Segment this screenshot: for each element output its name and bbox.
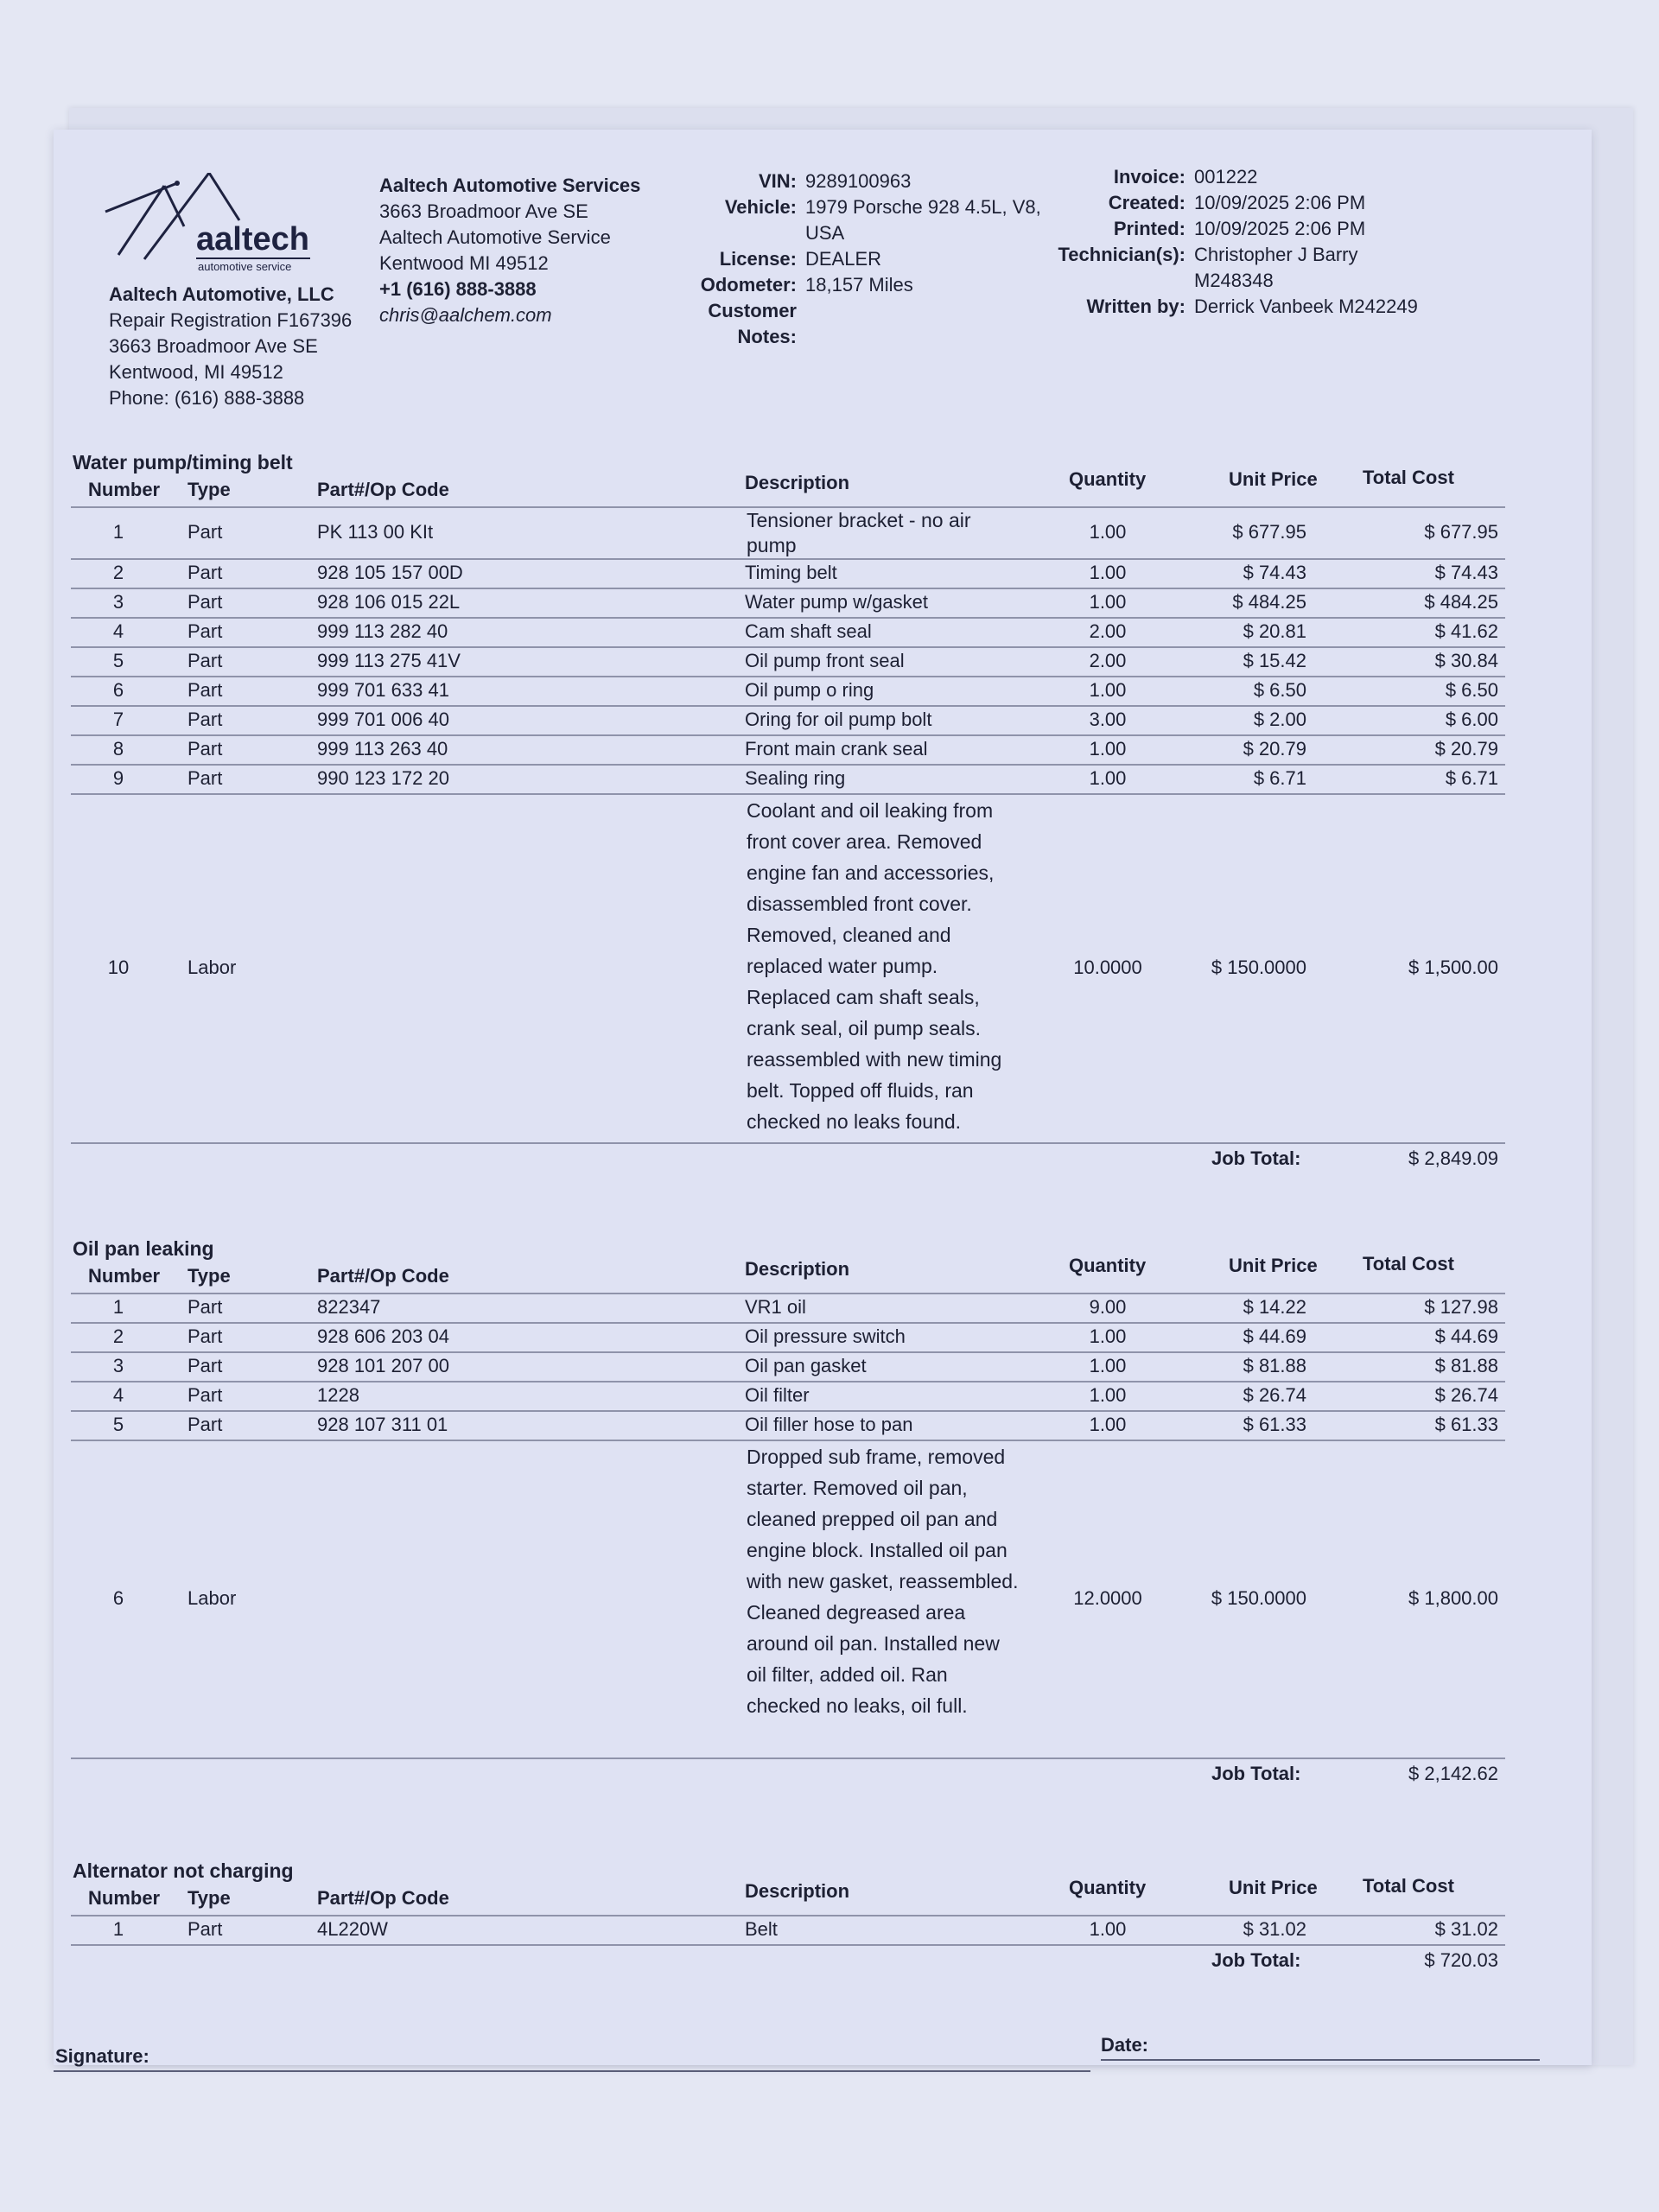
col-header-type: Type — [188, 479, 231, 500]
row-description: Oil pump front seal — [745, 650, 905, 671]
company-block — [109, 282, 352, 411]
row-type: Part — [188, 709, 223, 730]
row-total-cost: $ 484.25 — [1424, 591, 1498, 613]
row-description: Oil pressure switch — [745, 1325, 906, 1347]
row-quantity: 1.00 — [1089, 1355, 1127, 1376]
col-header-total-cost: Total Cost — [1363, 1875, 1454, 1897]
row-type: Part — [188, 620, 223, 642]
row-quantity: 1.00 — [1089, 1384, 1127, 1406]
row-description: Tensioner bracket - no air pump — [747, 509, 971, 556]
row-part-code: 990 123 172 20 — [317, 767, 449, 789]
row-type: Part — [188, 738, 223, 760]
row-type: Part — [188, 1325, 223, 1347]
row-part-code: PK 113 00 KIt — [317, 521, 434, 543]
col-header-description: Description — [745, 1258, 850, 1280]
col-header-part: Part#/Op Code — [317, 1887, 449, 1909]
job-total-label: Job Total: — [1211, 1147, 1301, 1169]
row-total-cost: $ 677.95 — [1424, 521, 1498, 543]
row-unit-price: $ 484.25 — [1232, 591, 1306, 613]
logo-rule — [196, 257, 310, 259]
vehicle-value-cont: USA — [805, 222, 845, 244]
row-part-code: 1228 — [317, 1384, 359, 1406]
row-description: Sealing ring — [745, 767, 846, 789]
row-total-cost: $ 6.50 — [1445, 679, 1498, 701]
col-header-description: Description — [745, 472, 850, 493]
row-description: Oring for oil pump bolt — [745, 709, 932, 730]
col-header-number: Number — [88, 1887, 161, 1909]
row-quantity: 1.00 — [1089, 1918, 1127, 1940]
row-type: Part — [188, 562, 223, 583]
row-unit-price: $ 6.50 — [1253, 679, 1306, 701]
vin-label: VIN: — [759, 170, 797, 192]
col-header-quantity: Quantity — [1069, 468, 1147, 490]
row-total-cost: $ 81.88 — [1434, 1355, 1498, 1376]
col-header-unit-price: Unit Price — [1229, 1877, 1318, 1898]
row-total-cost: $ 6.00 — [1445, 709, 1498, 730]
row-description: Water pump w/gasket — [745, 591, 928, 613]
row-number: 4 — [112, 620, 124, 642]
row-quantity: 3.00 — [1089, 709, 1127, 730]
row-part-code: 4L220W — [317, 1918, 388, 1940]
row-type: Part — [188, 1355, 223, 1376]
row-number: 5 — [112, 650, 124, 671]
row-type: Part — [188, 1384, 223, 1406]
col-header-total-cost: Total Cost — [1363, 1253, 1454, 1274]
col-header-number: Number — [88, 479, 161, 500]
technician-label: Technician(s): — [1058, 244, 1185, 265]
row-quantity: 10.0000 — [1073, 957, 1142, 978]
shop-phone: +1 (616) 888-3888 — [379, 278, 537, 300]
row-quantity: 1.00 — [1089, 767, 1127, 789]
row-total-cost: $ 41.62 — [1434, 620, 1498, 642]
row-description: Oil pan gasket — [745, 1355, 867, 1376]
row-type: Part — [188, 1296, 223, 1318]
col-header-description: Description — [745, 1880, 850, 1902]
company-city: Kentwood, MI 49512 — [109, 361, 283, 383]
company-phone: Phone: (616) 888-3888 — [109, 387, 305, 409]
job-title: Oil pan leaking — [73, 1237, 214, 1260]
row-quantity: 1.00 — [1089, 679, 1127, 701]
row-number: 3 — [112, 591, 124, 613]
row-total-cost: $ 1,800.00 — [1408, 1587, 1498, 1609]
row-quantity: 2.00 — [1089, 650, 1127, 671]
row-unit-price: $ 20.81 — [1243, 620, 1306, 642]
shop-name: Aaltech Automotive Services — [379, 175, 641, 196]
col-header-number: Number — [88, 1265, 161, 1287]
row-divider — [71, 1758, 1505, 1759]
col-header-quantity: Quantity — [1069, 1255, 1147, 1276]
col-header-unit-price: Unit Price — [1229, 468, 1318, 490]
row-part-code: 999 113 275 41V — [317, 650, 461, 671]
col-header-type: Type — [188, 1265, 231, 1287]
shop-street: 3663 Broadmoor Ave SE — [379, 200, 588, 222]
company-legal-name: Aaltech Automotive, LLC — [109, 283, 334, 305]
printed-label: Printed: — [1113, 218, 1185, 239]
created-value: 10/09/2025 2:06 PM — [1194, 192, 1366, 213]
row-number: 3 — [112, 1355, 124, 1376]
row-description: Oil filler hose to pan — [745, 1414, 913, 1435]
row-number: 4 — [112, 1384, 124, 1406]
vehicle-label: Vehicle: — [724, 196, 797, 218]
customer-notes-label: Customer — [708, 300, 797, 321]
row-divider — [71, 1142, 1505, 1144]
job-total-value: $ 2,142.62 — [1408, 1763, 1498, 1784]
col-header-quantity: Quantity — [1069, 1877, 1147, 1898]
invoice-number: 001222 — [1194, 166, 1258, 188]
row-total-cost: $ 30.84 — [1434, 650, 1498, 671]
row-number: 9 — [112, 767, 124, 789]
row-number: 6 — [112, 1587, 124, 1609]
row-total-cost: $ 44.69 — [1434, 1325, 1498, 1347]
row-quantity: 2.00 — [1089, 620, 1127, 642]
row-number: 10 — [107, 957, 130, 978]
row-part-code: 928 105 157 00D — [317, 562, 463, 583]
invoice-page — [54, 130, 1592, 2065]
row-total-cost: $ 127.98 — [1424, 1296, 1498, 1318]
company-registration: Repair Registration F167396 — [109, 309, 353, 331]
row-part-code: 999 113 263 40 — [317, 738, 448, 760]
row-number: 1 — [112, 1918, 124, 1940]
row-total-cost: $ 61.33 — [1434, 1414, 1498, 1435]
job-total-value: $ 2,849.09 — [1408, 1147, 1498, 1169]
date-line[interactable] — [1101, 2059, 1540, 2061]
invoice-info — [1013, 164, 1453, 320]
row-divider — [71, 1944, 1505, 1946]
col-header-unit-price: Unit Price — [1229, 1255, 1318, 1276]
license-value: DEALER — [805, 248, 882, 270]
row-unit-price: $ 677.95 — [1232, 521, 1306, 543]
row-part-code: 928 101 207 00 — [317, 1355, 449, 1376]
job-total-label: Job Total: — [1211, 1949, 1301, 1971]
row-description: Cam shaft seal — [745, 620, 872, 642]
row-type: Part — [188, 1414, 223, 1435]
technician-value: Christopher J Barry — [1194, 244, 1358, 265]
row-total-cost: $ 1,500.00 — [1408, 957, 1498, 978]
odometer-label: Odometer: — [700, 274, 797, 296]
row-description: Oil filter — [745, 1384, 810, 1406]
row-description: Front main crank seal — [745, 738, 928, 760]
row-type: Part — [188, 1918, 223, 1940]
company-street: 3663 Broadmoor Ave SE — [109, 335, 318, 357]
row-unit-price: $ 150.0000 — [1211, 1587, 1306, 1609]
shop-block — [379, 173, 640, 328]
col-header-type: Type — [188, 1887, 231, 1909]
row-unit-price: $ 31.02 — [1243, 1918, 1306, 1940]
written-by-value: Derrick Vanbeek M242249 — [1194, 296, 1418, 317]
row-number: 1 — [112, 1296, 124, 1318]
license-label: License: — [719, 248, 797, 270]
shop-email[interactable]: chris@aalchem.com — [379, 304, 552, 326]
row-total-cost: $ 20.79 — [1434, 738, 1498, 760]
written-by-label: Written by: — [1086, 296, 1185, 317]
row-part-code: 928 107 311 01 — [317, 1414, 448, 1435]
row-part-code: 999 701 633 41 — [317, 679, 449, 701]
invoice-label: Invoice: — [1113, 166, 1185, 188]
row-number: 5 — [112, 1414, 124, 1435]
row-type: Part — [188, 679, 223, 701]
row-description: Oil pump o ring — [745, 679, 874, 701]
col-header-part: Part#/Op Code — [317, 479, 449, 500]
date-label: Date: — [1101, 2034, 1149, 2056]
technician-value-cont: M248348 — [1194, 270, 1274, 291]
logo-tagline: automotive service — [198, 260, 292, 273]
col-header-total-cost: Total Cost — [1363, 467, 1454, 488]
row-description: Dropped sub frame, removed starter. Removed oil pan, cleaned prepped oil pan and engine block. Installed oil pan with new gasket, reassembled. Cleaned degreased area around oil pan. Installed new oil filter, added oil. Ran checked no leaks, oil full. — [747, 1446, 1019, 1717]
shop-city: Kentwood MI 49512 — [379, 252, 549, 274]
row-part-code: 928 106 015 22L — [317, 591, 461, 613]
row-number: 1 — [112, 521, 124, 543]
row-quantity: 1.00 — [1089, 1414, 1127, 1435]
odometer-value: 18,157 Miles — [805, 274, 913, 296]
row-unit-price: $ 61.33 — [1243, 1414, 1306, 1435]
row-quantity: 1.00 — [1089, 1325, 1127, 1347]
row-quantity: 12.0000 — [1073, 1587, 1142, 1609]
job-title: Water pump/timing belt — [73, 451, 293, 474]
row-unit-price: $ 81.88 — [1243, 1355, 1306, 1376]
row-unit-price: $ 44.69 — [1243, 1325, 1306, 1347]
row-description: Belt — [745, 1918, 778, 1940]
printed-value: 10/09/2025 2:06 PM — [1194, 218, 1366, 239]
row-total-cost: $ 26.74 — [1434, 1384, 1498, 1406]
row-quantity: 1.00 — [1089, 562, 1127, 583]
row-total-cost: $ 74.43 — [1434, 562, 1498, 583]
job-title: Alternator not charging — [73, 1859, 294, 1882]
row-number: 6 — [112, 679, 124, 701]
vin-value: 9289100963 — [805, 170, 912, 192]
row-type: Part — [188, 521, 223, 543]
row-quantity: 1.00 — [1089, 591, 1127, 613]
row-total-cost: $ 31.02 — [1434, 1918, 1498, 1940]
row-type: Part — [188, 767, 223, 789]
row-quantity: 9.00 — [1089, 1296, 1127, 1318]
row-unit-price: $ 2.00 — [1253, 709, 1306, 730]
signature-line[interactable] — [54, 2070, 1090, 2072]
company-logo — [101, 173, 326, 272]
row-part-code: 999 701 006 40 — [317, 709, 449, 730]
customer-notes-label-cont: Notes: — [737, 326, 797, 347]
row-description: Coolant and oil leaking from front cover area. Removed engine fan and accessories, disassembled front cover. Removed, cleaned and replaced water pump. Replaced cam shaft seals, crank seal, oil pump seals. reassembled with new timing belt. Topped off fluids, ran checked no leaks found. — [747, 799, 1002, 1133]
signature-label: Signature: — [55, 2045, 149, 2067]
row-quantity: 1.00 — [1089, 738, 1127, 760]
row-number: 2 — [112, 562, 124, 583]
row-total-cost: $ 6.71 — [1445, 767, 1498, 789]
row-number: 2 — [112, 1325, 124, 1347]
row-number: 7 — [112, 709, 124, 730]
job-total-value: $ 720.03 — [1424, 1949, 1498, 1971]
row-unit-price: $ 20.79 — [1243, 738, 1306, 760]
row-quantity: 1.00 — [1089, 521, 1127, 543]
row-unit-price: $ 15.42 — [1243, 650, 1306, 671]
row-type: Part — [188, 650, 223, 671]
row-description: VR1 oil — [745, 1296, 806, 1318]
row-description: Timing belt — [745, 562, 837, 583]
vehicle-info — [650, 168, 1065, 350]
row-type: Labor — [188, 1587, 237, 1609]
logo-wordmark: aaltech — [196, 221, 309, 257]
row-part-code: 822347 — [317, 1296, 381, 1318]
row-unit-price: $ 74.43 — [1243, 562, 1306, 583]
row-type: Part — [188, 591, 223, 613]
row-unit-price: $ 14.22 — [1243, 1296, 1306, 1318]
row-unit-price: $ 150.0000 — [1211, 957, 1306, 978]
created-label: Created: — [1108, 192, 1185, 213]
row-unit-price: $ 26.74 — [1243, 1384, 1306, 1406]
row-part-code: 928 606 203 04 — [317, 1325, 449, 1347]
col-header-part: Part#/Op Code — [317, 1265, 449, 1287]
shop-line2: Aaltech Automotive Service — [379, 226, 611, 248]
vehicle-value: 1979 Porsche 928 4.5L, V8, — [805, 196, 1041, 218]
row-part-code: 999 113 282 40 — [317, 620, 448, 642]
row-unit-price: $ 6.71 — [1253, 767, 1306, 789]
row-number: 8 — [112, 738, 124, 760]
row-type: Labor — [188, 957, 237, 978]
job-total-label: Job Total: — [1211, 1763, 1301, 1784]
